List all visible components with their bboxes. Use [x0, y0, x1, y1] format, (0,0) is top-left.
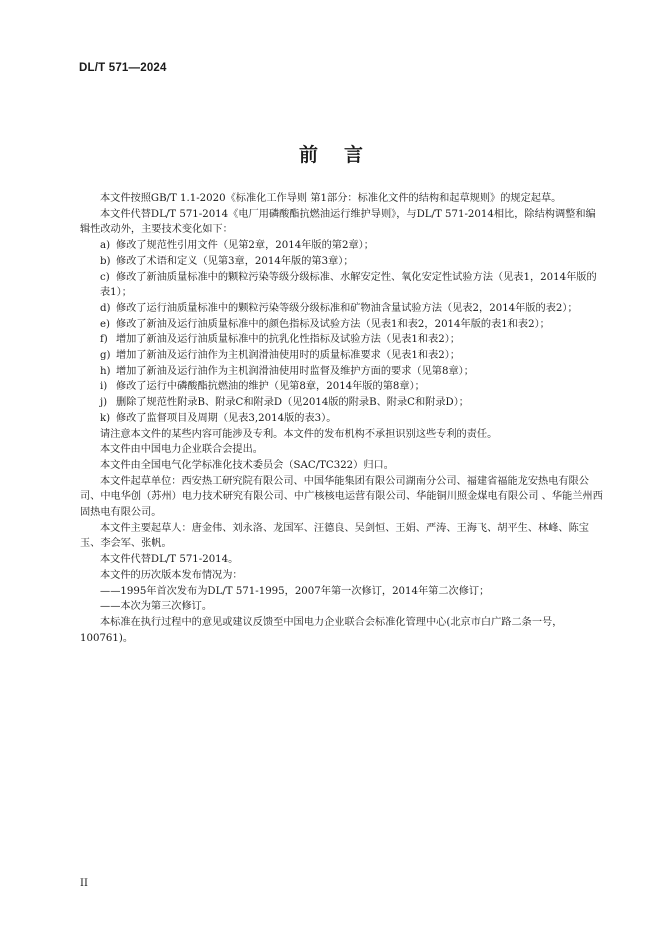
list-item: j) 删除了规范性附录B、附录C和附录D（见2014版的附录B、附录C和附录D）；: [100, 397, 469, 409]
page-number: II: [80, 878, 88, 889]
list-item: b) 修改了术语和定义（见第3章，2014年版的第3章）；: [100, 255, 354, 267]
list-item: d) 修改了运行油质量标准中的颗粒污染等级分级标准和矿物油含量试验方法（见表2，2014年版的表2）；: [100, 302, 578, 314]
list-item: a) 修改了规范性引用文件（见第2章，2014年版的第2章）；: [100, 240, 374, 252]
history-item: ——1995年首次发布为DL/T 571-1995，2007年第一次修订，2014年第二次修订；: [100, 585, 490, 597]
changes-list: [80, 238, 604, 426]
foreword-body: [80, 191, 604, 646]
drafting-units: 本文件起草单位：西安热工研究院有限公司、中国华能集团有限公司湖南分公司、福建省福能龙安热电有限公司、中电华创（苏州）电力技术研究有限公司、中广核核电运营有限公司、华能铜川照金煤电有限公司 、华能兰州西固热电有限公司。: [80, 475, 603, 519]
list-item: i) 修改了运行中磷酸酯抗燃油的维护（见第8章，2014年版的第8章）；: [100, 381, 425, 393]
paragraph-replaces-intro: 本文件代替DL/T 571-2014《电厂用磷酸酯抗燃油运行维护导则》，与DL/T 571-2014相比，除结构调整和编辑性改动外，主要技术变化如下：: [80, 208, 596, 236]
list-item: f) 增加了新油及运行油质量标准中的抗乳化性指标及试验方法（见表1和表2）；: [100, 334, 461, 346]
paragraph-drafting-rules: 本文件按照GB/T 1.1-2020《标准化工作导则 第1部分：标准化文件的结构和起草规则》的规定起草。: [100, 193, 562, 204]
list-item: c) 修改了新油质量标准中的颗粒污染等级分级标准、水解安定性、氧化安定性试验方法（见表1，2014年版的表1）；: [100, 271, 597, 299]
drafters: 本文件主要起草人：唐金伟、刘永洛、龙国军、汪德良、吴剑恒、王娟、严涛、王海飞、胡平生、林峰、陈宝玉、李会军、张帆。: [80, 522, 589, 550]
history-intro: 本文件的历次版本发布情况为：: [100, 569, 243, 581]
list-item: h) 增加了新油及运行油作为主机润滑油使用时监督及维护方面的要求（见第8章）；: [100, 365, 474, 377]
committee-statement: 本文件由全国电气化学标准化技术委员会（SAC/TC322）归口。: [100, 459, 394, 471]
history-item: ——本次为第三次修订。: [100, 601, 213, 613]
list-item: k) 修改了监督项目及周期（见表3,2014版的表3）。: [100, 412, 337, 424]
list-item: e) 修改了新油及运行油质量标准中的颜色指标及试验方法（见表1和表2，2014年版的表1和表2）；: [100, 318, 550, 330]
list-item: g) 增加了新油及运行油作为主机润滑油使用时的质量标准要求（见表1和表2）；: [100, 350, 461, 362]
patent-notice: 请注意本文件的某些内容可能涉及专利。本文件的发布机构不承担识别这些专利的责任。: [100, 428, 498, 440]
proposer-statement: 本文件由中国电力企业联合会提出。: [100, 444, 263, 456]
document-code-header: DL/T 571—2024: [79, 62, 167, 74]
page-title: [0, 140, 662, 167]
title-char-1: 前: [298, 144, 318, 166]
feedback-statement: 本标准在执行过程中的意见或建议反馈至中国电力企业联合会标准化管理中心(北京市白广路二条一号，100761)。: [80, 616, 563, 644]
title-char-2: 言: [344, 144, 364, 166]
replaces-statement: 本文件代替DL/T 571-2014。: [100, 554, 239, 566]
